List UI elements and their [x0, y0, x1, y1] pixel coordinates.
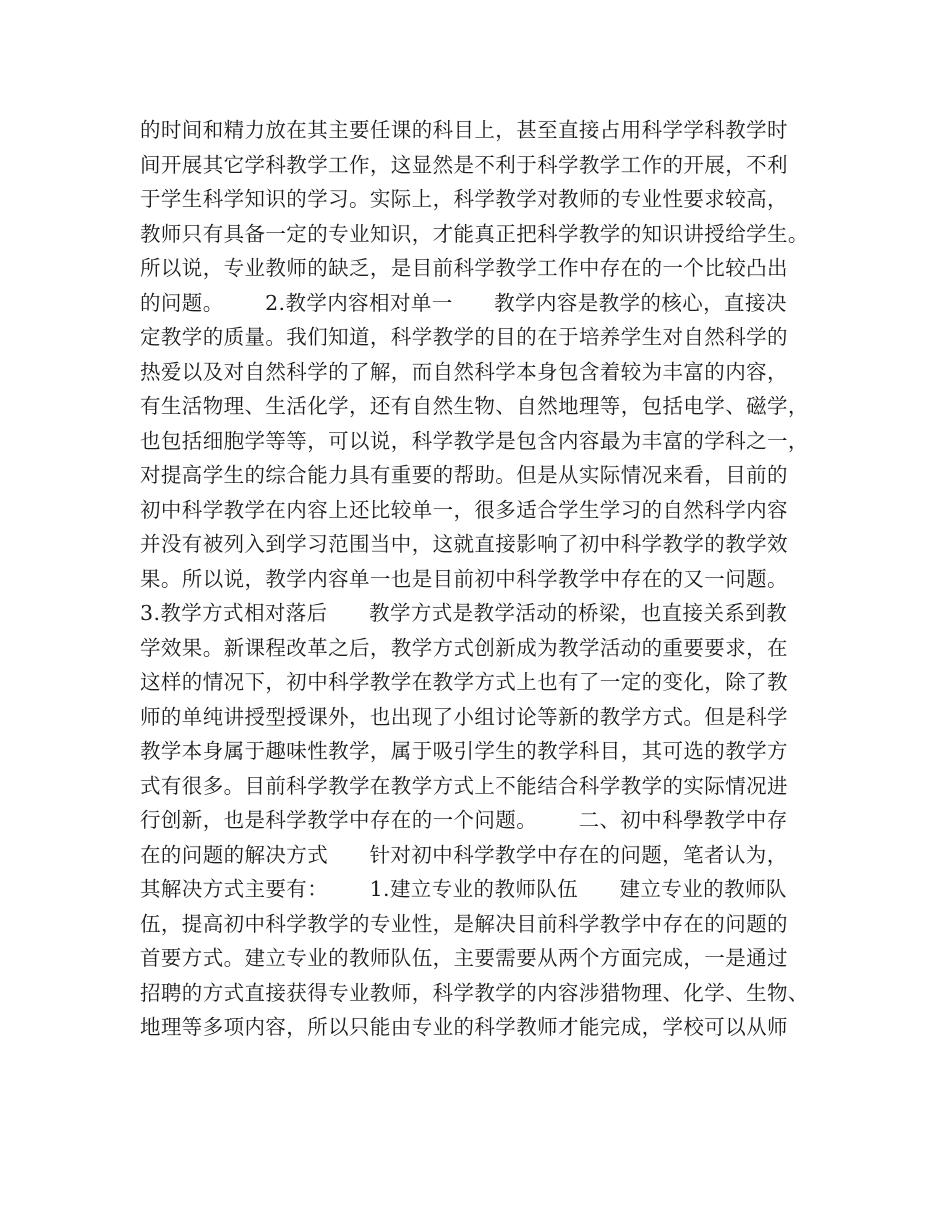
text-line: 的问题。 2.教学内容相对单一 教学内容是教学的核心，直接决	[140, 290, 787, 315]
text-line: 果。所以说，教学内容单一也是目前初中科学教学中存在的又一问题。	[140, 566, 788, 591]
text-line: 其解决方式主要有： 1.建立专业的教师队伍 建立专业的教师队	[140, 877, 787, 901]
body-text	[140, 113, 840, 1045]
text-line: 师的单纯讲授型授课外，也出现了小组讨论等新的教学方式。但是科学	[140, 704, 788, 729]
text-line: 伍，提高初中科学教学的专业性，是解决目前科学教学中存在的问题的	[140, 911, 788, 936]
text-line: 初中科学教学在内容上还比较单一，很多适合学生学习的自然科学内容	[140, 497, 788, 522]
text-line: 这样的情况下，初中科学教学在教学方式上也有了一定的变化，除了教	[140, 670, 788, 694]
text-line: 地理等多项内容，所以只能由专业的科学教师才能完成，学校可以从师	[140, 1015, 788, 1039]
text-line: 3.教学方式相对落后 教学方式是教学活动的桥梁，也直接关系到教	[140, 601, 788, 625]
text-line: 在的问题的解决方式 针对初中科学教学中存在的问题，笔者认为，	[140, 842, 788, 867]
text-line: 也包括细胞学等等，可以说，科学教学是包含内容最为丰富的学科之一，	[140, 428, 809, 453]
text-line: 教师只有具备一定的专业知识，才能真正把科学教学的知识讲授给学生。	[140, 221, 809, 246]
text-line: 所以说，专业教师的缺乏，是目前科学教学工作中存在的一个比较凸出	[140, 256, 788, 280]
text-line: 首要方式。建立专业的教师队伍，主要需要从两个方面完成，一是通过	[140, 946, 788, 970]
text-line: 对提高学生的综合能力具有重要的帮助。但是从实际情况来看，目前的	[140, 463, 788, 487]
text-line: 教学本身属于趣味性教学，属于吸引学生的教学科目，其可选的教学方	[140, 739, 788, 763]
text-line: 招聘的方式直接获得专业教师，科学教学的内容涉猎物理、化学、生物、	[140, 980, 809, 1005]
text-line: 有生活物理、生活化学，还有自然生物、自然地理等，包括电学、磁学，	[140, 394, 809, 418]
text-line: 学效果。新课程改革之后，教学方式创新成为教学活动的重要要求，在	[140, 635, 788, 660]
text-line: 的时间和精力放在其主要任课的科目上，甚至直接占用科学学科教学时	[140, 118, 788, 142]
text-line: 间开展其它学科教学工作，这显然是不利于科学教学工作的开展，不利	[140, 152, 788, 177]
text-line: 定教学的质量。我们知道，科学教学的目的在于培养学生对自然科学的	[140, 325, 788, 349]
text-line: 行创新，也是科学教学中存在的一个问题。 二、初中科學教学中存	[140, 808, 788, 832]
text-line: 热爱以及对自然科学的了解，而自然科学本身包含着较为丰富的内容，	[140, 359, 788, 384]
text-line: 于学生科学知识的学习。实际上，科学教学对教师的专业性要求较高，	[140, 187, 788, 211]
text-line: 并没有被列入到学习范围当中，这就直接影响了初中科学教学的教学效	[140, 532, 788, 556]
text-line: 式有很多。目前科学教学在教学方式上不能结合科学教学的实际情况进	[140, 773, 788, 798]
